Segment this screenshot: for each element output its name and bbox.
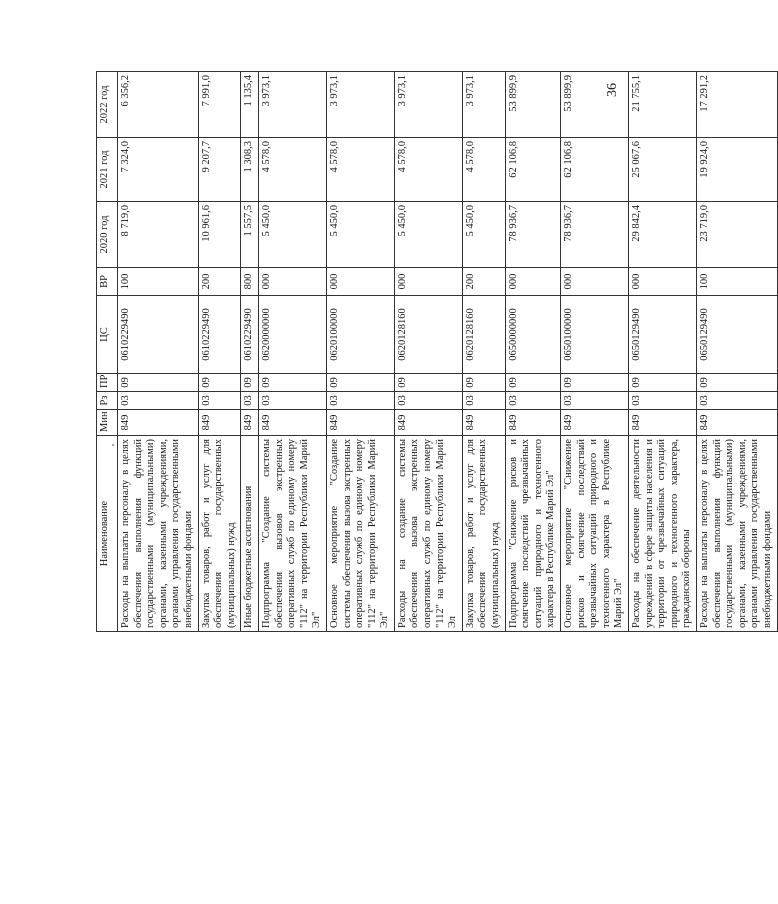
table-row	[462, 72, 505, 632]
row-cs: 0650000000	[505, 296, 560, 374]
row-rz: 03	[505, 392, 560, 410]
table-row	[696, 72, 777, 632]
row-min: 849	[198, 410, 241, 436]
row-2021: 4 578,0	[258, 138, 326, 202]
row-2020: 10 961,6	[198, 202, 241, 268]
row-pr: 09	[198, 374, 241, 392]
row-rz: 03	[628, 392, 696, 410]
row-2020: 5 450,0	[394, 202, 462, 268]
row-2022: 53 899,9	[505, 72, 560, 138]
row-cs: 0610229490	[198, 296, 241, 374]
header-rz: Рз	[97, 392, 118, 410]
row-2022: 1 135,4	[241, 72, 259, 138]
row-cs: 0610229490	[241, 296, 259, 374]
row-rz: 03	[696, 392, 777, 410]
row-rz: 03	[118, 392, 199, 410]
table-row	[326, 72, 394, 632]
header-pr: ПР	[97, 374, 118, 392]
table-row	[505, 72, 560, 632]
row-rz: 03	[462, 392, 505, 410]
table-row	[118, 72, 199, 632]
row-cs: 0610229490	[118, 296, 199, 374]
page-number: 36	[605, 83, 620, 97]
row-rz: 03	[561, 392, 629, 410]
row-min: 849	[118, 410, 199, 436]
row-pr: 09	[394, 374, 462, 392]
row-name: Основное мероприятие "Снижение рисков и смягчение последствий чрезвычайных ситуаций природного и техногенного характера в Республике Марий Эл"	[561, 436, 629, 632]
row-min: 849	[628, 410, 696, 436]
row-cs: 0620000000	[258, 296, 326, 374]
row-pr: 09	[628, 374, 696, 392]
row-cs: 0620100000	[326, 296, 394, 374]
row-vr: 100	[696, 268, 777, 296]
header-2021: 2021 год	[97, 138, 118, 202]
row-cs: 0650100000	[561, 296, 629, 374]
header-name: Наименование	[97, 436, 118, 632]
row-rz: 03	[394, 392, 462, 410]
row-rz: 03	[258, 392, 326, 410]
row-rz: 03	[326, 392, 394, 410]
table-row	[394, 72, 462, 632]
row-vr: 000	[505, 268, 560, 296]
row-2021: 19 924,0	[696, 138, 777, 202]
header-vr: ВР	[97, 268, 118, 296]
row-cs: 0650129490	[696, 296, 777, 374]
row-name: Закупка товаров, работ и услуг для обеспечения государственных (муниципальных) нужд	[198, 436, 241, 632]
row-2021: 4 578,0	[462, 138, 505, 202]
header-2020: 2020 год	[97, 202, 118, 268]
row-cs: 0620128160	[394, 296, 462, 374]
row-min: 849	[561, 410, 629, 436]
row-2021: 1 308,3	[241, 138, 259, 202]
row-2020: 5 450,0	[258, 202, 326, 268]
row-2020: 23 719,0	[696, 202, 777, 268]
table-row	[198, 72, 241, 632]
header-cs: ЦС	[97, 296, 118, 374]
row-2021: 4 578,0	[394, 138, 462, 202]
row-name: Подпрограмма "Создание системы обеспечения вызовов экстренных оперативных служб по единому номеру "112" на территории Республики Марий Эл"	[258, 436, 326, 632]
row-pr: 09	[561, 374, 629, 392]
row-2020: 5 450,0	[462, 202, 505, 268]
row-2022: 3 973,1	[258, 72, 326, 138]
row-name: Иные бюджетные ассигнования	[241, 436, 259, 632]
row-name: Основное мероприятие "Создание системы обеспечения вызова экстренных оперативных служб по единому номеру "112" на территории Республики Марий Эл"	[326, 436, 394, 632]
row-min: 849	[394, 410, 462, 436]
row-2021: 25 067,6	[628, 138, 696, 202]
header-2022: 2022 год	[97, 72, 118, 138]
table-row	[258, 72, 326, 632]
rotated-table-wrapper	[96, 72, 773, 632]
row-name: Расходы на выплаты персоналу в целях обеспечения выполнения функций государственными (муниципальными) органами, казенными учреждениями, органами управления государственными внебюджетными фондами	[696, 436, 777, 632]
row-2021: 7 324,0	[118, 138, 199, 202]
row-name: Расходы на выплаты персоналу в целях обеспечения выполнения функций государственными (муниципальными) органами, казенными учреждениями, органами управления государственными внебюджетными фондами	[118, 436, 199, 632]
row-cs: 0620128160	[462, 296, 505, 374]
row-vr: 200	[198, 268, 241, 296]
row-2020: 8 719,0	[118, 202, 199, 268]
budget-table	[96, 71, 778, 632]
row-pr: 09	[118, 374, 199, 392]
table-header	[97, 72, 118, 632]
row-vr: 000	[561, 268, 629, 296]
row-2021: 9 207,7	[198, 138, 241, 202]
row-2021: 4 578,0	[326, 138, 394, 202]
row-name: Подпрограмма "Снижение рисков и смягчение последствий чрезвычайных ситуаций природного и техногенного характера в Республике Марий Эл"	[505, 436, 560, 632]
row-pr: 09	[241, 374, 259, 392]
row-2022: 17 291,2	[696, 72, 777, 138]
row-vr: 100	[118, 268, 199, 296]
row-2022: 6 356,2	[118, 72, 199, 138]
row-2022: 21 755,1	[628, 72, 696, 138]
row-2020: 5 450,0	[326, 202, 394, 268]
row-2021: 62 106,8	[561, 138, 629, 202]
row-name: Расходы на обеспечение деятельности учреждений в сфере защиты населения и территории от чрезвычайных ситуаций природного и техногенного характера, гражданской обороны	[628, 436, 696, 632]
row-vr: 000	[258, 268, 326, 296]
row-2022: 3 973,1	[394, 72, 462, 138]
row-vr: 000	[326, 268, 394, 296]
row-2020: 78 936,7	[561, 202, 629, 268]
header-min: Мин	[97, 410, 118, 436]
table-row	[561, 72, 629, 632]
row-2022: 53 899,9	[561, 72, 629, 138]
row-vr: 000	[394, 268, 462, 296]
row-min: 849	[326, 410, 394, 436]
row-name: Расходы на создание системы обеспечения вызова экстренных оперативных служб по единому номеру "112" на территории Республики Марий Эл	[394, 436, 462, 632]
row-2022: 7 991,0	[198, 72, 241, 138]
row-2020: 29 842,4	[628, 202, 696, 268]
row-vr: 800	[241, 268, 259, 296]
row-pr: 09	[505, 374, 560, 392]
table-row	[241, 72, 259, 632]
table-row	[628, 72, 696, 632]
row-pr: 09	[696, 374, 777, 392]
row-min: 849	[241, 410, 259, 436]
row-2022: 3 973,1	[326, 72, 394, 138]
row-vr: 200	[462, 268, 505, 296]
row-min: 849	[258, 410, 326, 436]
row-pr: 09	[462, 374, 505, 392]
row-2020: 1 557,5	[241, 202, 259, 268]
row-2021: 62 106,8	[505, 138, 560, 202]
row-rz: 03	[241, 392, 259, 410]
row-vr: 000	[628, 268, 696, 296]
row-pr: 09	[258, 374, 326, 392]
row-2022: 3 973,1	[462, 72, 505, 138]
row-2020: 78 936,7	[505, 202, 560, 268]
row-min: 849	[696, 410, 777, 436]
row-name: Закупка товаров, работ и услуг для обеспечения государственных (муниципальных) нужд	[462, 436, 505, 632]
row-rz: 03	[198, 392, 241, 410]
row-cs: 0650129490	[628, 296, 696, 374]
row-pr: 09	[326, 374, 394, 392]
row-min: 849	[462, 410, 505, 436]
row-min: 849	[505, 410, 560, 436]
